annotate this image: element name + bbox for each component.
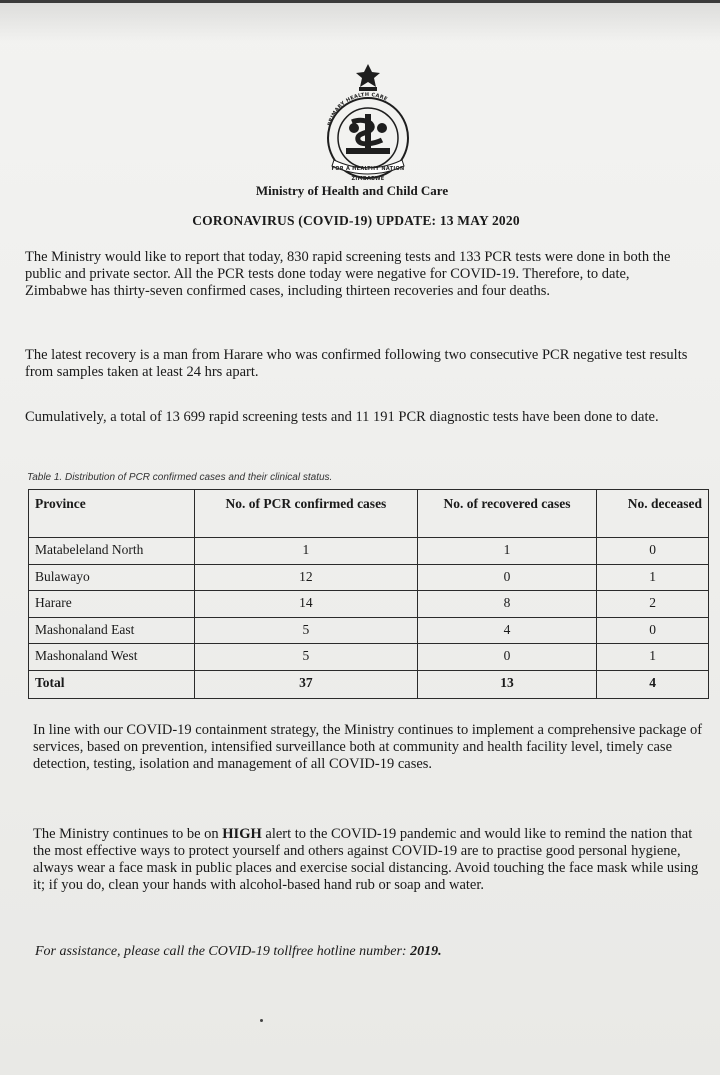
province-cell: Harare [29, 591, 195, 618]
province-cell: Bulawayo [29, 564, 195, 591]
hotline-number: 2019. [410, 944, 442, 959]
table-row [29, 591, 709, 618]
confirmed-cell: 12 [195, 564, 418, 591]
table-row [29, 617, 709, 644]
crest-bottom-text: ZIMBABWE [351, 176, 385, 182]
header-deceased: No. deceased [597, 490, 709, 538]
paragraph-cumulative-tests: Cumulatively, a total of 13 699 rapid screening tests and 11 191 PCR diagnostic tests have been done to date. [25, 409, 659, 425]
ministry-crest-logo [312, 60, 424, 182]
table-row [29, 564, 709, 591]
table-header-row [29, 490, 709, 538]
deceased-cell: 1 [597, 644, 709, 671]
recovered-cell: 8 [417, 591, 596, 618]
paragraph-high-alert [33, 826, 703, 894]
table-row [29, 538, 709, 565]
deceased-cell: 0 [597, 538, 709, 565]
confirmed-cell: 14 [195, 591, 418, 618]
deceased-cell: 1 [597, 564, 709, 591]
scan-shadow [0, 3, 720, 43]
p5-after-text: alert to the COVID-19 pandemic and would like to remind the nation that the most effective ways to protect yourself and others against COVID-19 are to practise good personal hygiene, always wear a face mask in public places and exercise social distancing. Avoid touching the face mask while using it; if you do, clean your hands with alcohol-based hand rub or soap and water. [33, 826, 699, 893]
recovered-cell: 0 [417, 644, 596, 671]
update-title: CORONAVIRUS (COVID-19) UPDATE: 13 MAY 2020 [192, 213, 520, 228]
header-recovered: No. of recovered cases [417, 490, 596, 538]
province-cell: Mashonaland West [29, 644, 195, 671]
distribution-table [28, 489, 709, 699]
confirmed-cell: 5 [195, 617, 418, 644]
p5-highlight-text: HIGH [222, 826, 262, 842]
paragraph-latest-recovery: The latest recovery is a man from Harare who was confirmed following two consecutive PCR negative test results from samples taken at least 24 hrs apart. [25, 347, 688, 380]
header-province: Province [29, 490, 195, 538]
paragraph-daily-report: The Ministry would like to report that today, 830 rapid screening tests and 133 PCR tests were done in both the public and private sector. All the PCR tests done today were negative for COVID-19. Therefore, to date, Zimbabwe has thirty-seven confirmed cases, including thirteen recoveries and four deaths. [25, 249, 671, 299]
deceased-cell: 0 [597, 617, 709, 644]
total-recovered-cell: 13 [417, 670, 596, 698]
hotline-text: For assistance, please call the COVID-19 tollfree hotline number: [35, 944, 411, 959]
total-deceased-cell: 4 [597, 670, 709, 698]
hotline-note [35, 944, 442, 960]
recovered-cell: 1 [417, 538, 596, 565]
confirmed-cell: 1 [195, 538, 418, 565]
p5-before-text: The Ministry continues to be on [33, 826, 223, 842]
confirmed-cell: 5 [195, 644, 418, 671]
crest-top-text: PRIMARY HEALTH CARE [326, 91, 389, 127]
total-confirmed-cell: 37 [195, 670, 418, 698]
deceased-cell: 2 [597, 591, 709, 618]
province-cell: Mashonaland East [29, 617, 195, 644]
ministry-heading: Ministry of Health and Child Care [255, 183, 449, 198]
recovered-cell: 4 [417, 617, 596, 644]
header-confirmed: No. of PCR confirmed cases [195, 490, 418, 538]
table-caption: Table 1. Distribution of PCR confirmed cases and their clinical status. [27, 472, 333, 483]
province-cell: Matabeleland North [29, 538, 195, 565]
scan-speck [260, 1019, 263, 1022]
table-total-row [29, 670, 709, 698]
recovered-cell: 0 [417, 564, 596, 591]
table-row [29, 644, 709, 671]
paragraph-containment-strategy: In line with our COVID-19 containment strategy, the Ministry continues to implement a comprehensive package of services, based on prevention, intensified surveillance both at community and health facility level, timely case detection, testing, isolation and management of all COVID-19 cases. [33, 722, 703, 772]
total-label-cell: Total [29, 670, 195, 698]
crest-ribbon-text: FOR A HEALTHY NATION [331, 166, 405, 172]
